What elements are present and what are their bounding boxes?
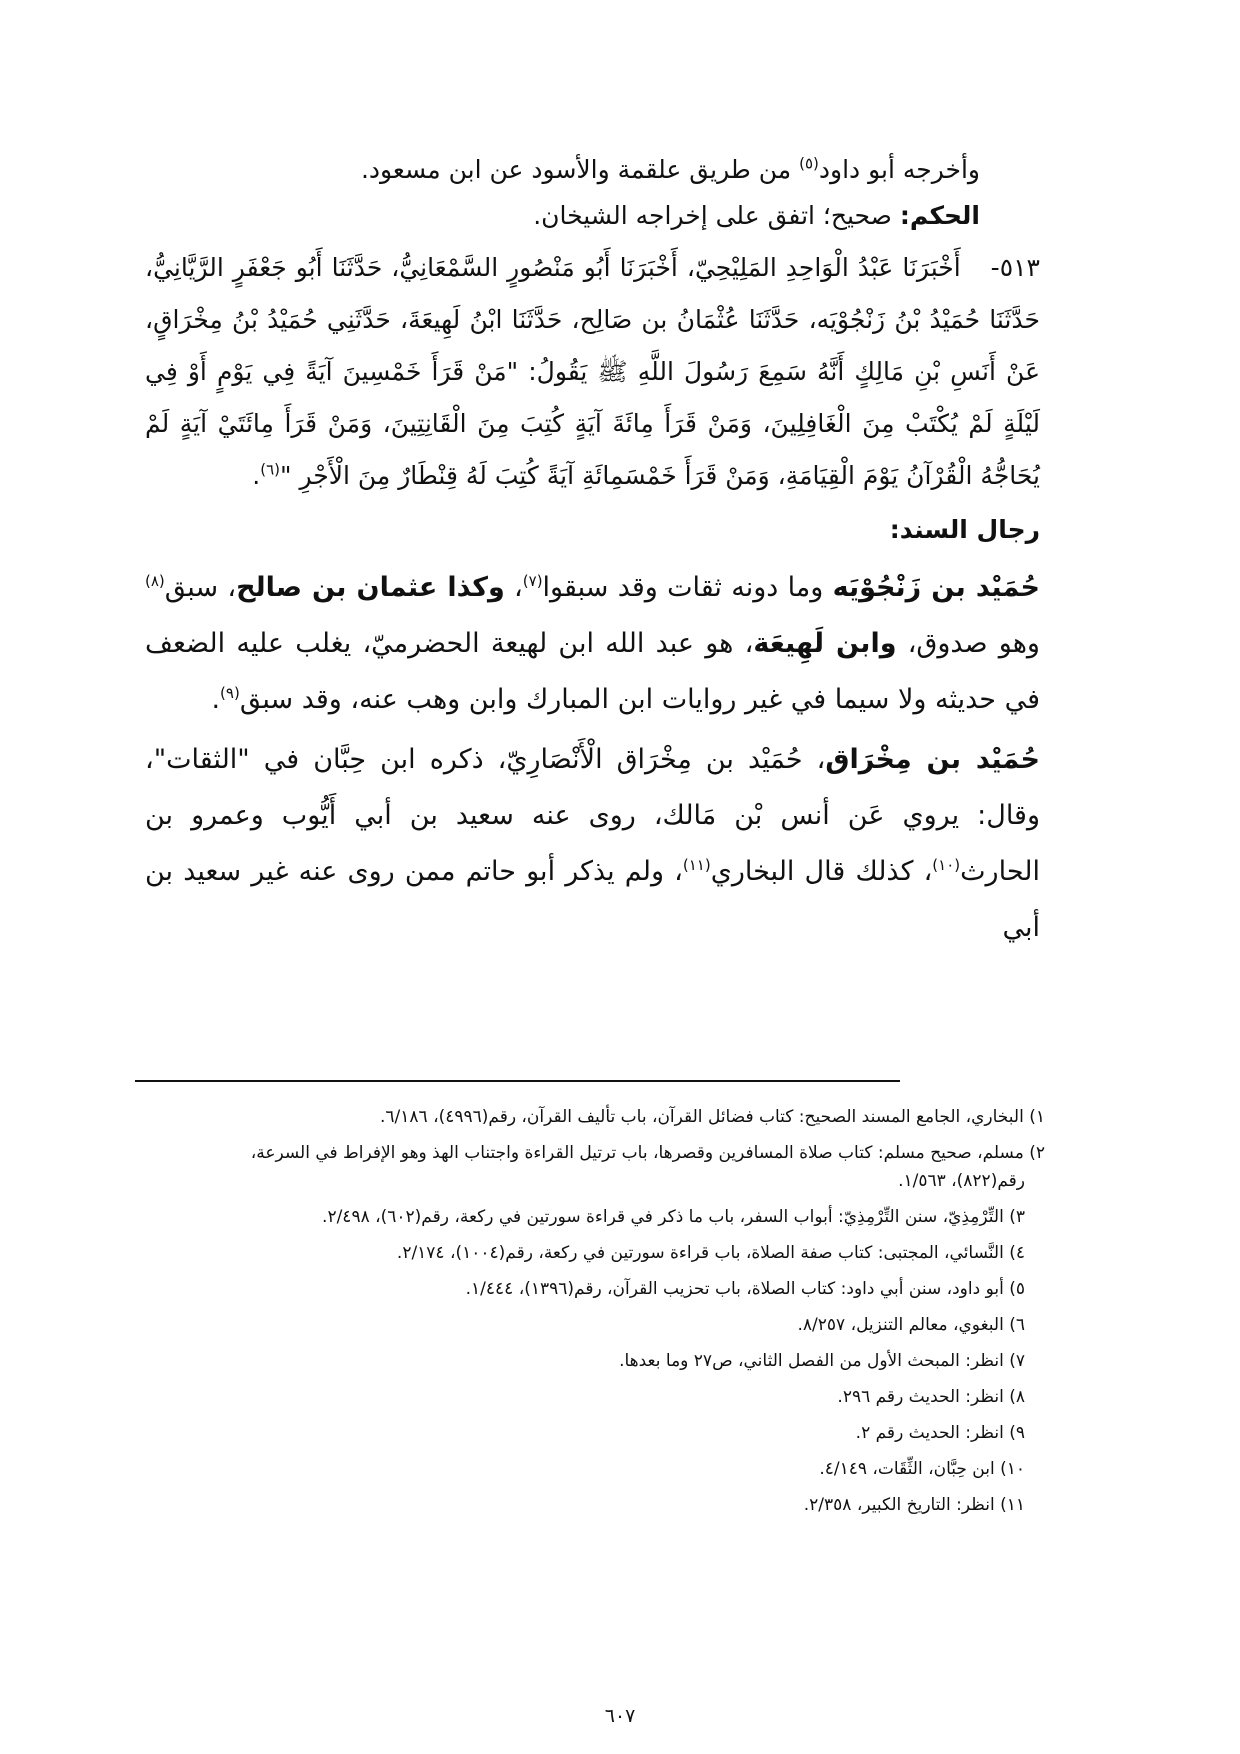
p1-text-2: ، xyxy=(504,572,523,603)
hadith-body: أَخْبَرَنَا عَبْدُ الْوَاحِدِ المَلِيْحِيّ، أَخْبَرَنَا أَبُو مَنْصُورٍ السَّمْعَانِيُّ، حَدَّثَنَا أَبُو جَعْفَرٍ الرَّيَّانِيُّ، حَدَّثَنَا حُمَيْدُ بْنُ زَنْجُوْيَه، حَدَّثَنَا عُثْمَانُ بن صَالِح، حَدَّثَنَا ابْنُ لَهِيعَةَ، حَدَّثَنِي حُمَيْدُ بْنُ مِخْرَاقٍ، عَنْ أَنَسِ بْنِ مَالِكٍ أَنَّهُ سَمِعَ رَسُولَ اللَّهِ ﷺ يَقُولُ: "مَنْ قَرَأَ خَمْسِينَ آيَةً فِي يَوْمٍ أَوْ فِي لَيْلَةٍ لَمْ يُكْتَبْ مِنَ الْغَافِلِينَ، وَمَنْ قَرَأَ مِائَةَ آيَةٍ كُتِبَ مِنَ الْقَانِتِينَ، وَمَنْ قَرَأَ مِائَتَيْ آيَةٍ لَمْ يُحَاجُّهُ الْقُرْآنُ يَوْمَ الْقِيَامَةِ، وَمَنْ قَرَأَ خَمْسَمِائَةِ آيَةً كُتِبَ لَهُ قِنْطَارٌ مِنَ الْأَجْرِ " xyxy=(145,253,1040,490)
narrator-name-3: وابن لَهِيعَة xyxy=(753,628,897,659)
footnote-text: ٤) النَّسائي، المجتبى: كتاب صفة الصلاة، باب قراءة سورتين في ركعة، رقم(١٠٠٤)، ٢/١٧٤. xyxy=(396,1243,1025,1263)
p1-text-3: ، سبق xyxy=(164,572,237,603)
p1-text-6: . xyxy=(211,684,221,715)
p1-text-1: وما دونه ثقات وقد سبقوا xyxy=(542,572,833,603)
footnote-item xyxy=(145,1142,1045,1192)
footnote-text: ٣) التِّرْمِذِيّ، سنن التِّرْمِذِيّ: أبواب السفر، باب ما ذكر في قراءة سورتين في ركعة، رقم(٦٠٢)، ٢/٤٩٨. xyxy=(322,1207,1025,1227)
hadith-end: . xyxy=(252,461,261,490)
footnote-text: ٨) انظر: الحديث رقم ٢٩٦. xyxy=(837,1387,1025,1407)
footnote-item xyxy=(145,1242,1045,1264)
footnote-item xyxy=(145,1350,1045,1372)
p2-text-1: ، حُمَيْد بن مِخْرَاق الْأَنْصَارِيّ، ذكره ابن حِبَّان في "الثقات"، وقال: يروي عَن أنس بْن مَالك، روى عنه سعيد بن أبي أَيُّوب وعمرو بن الحارث xyxy=(145,744,1040,887)
footnote-item xyxy=(145,1278,1045,1300)
line1-text: وأخرجه أبو داود xyxy=(818,155,980,184)
narrator-name-1: حُمَيْد بن زَنْجُوْيَه xyxy=(832,572,1041,603)
footnote-ref-9[interactable]: (٩) xyxy=(220,684,240,702)
footnote-text: ١) البخاري، الجامع المسند الصحيح: كتاب فضائل القرآن، باب تأليف القرآن، رقم(٤٩٩٦)، ٦/١٨٦. xyxy=(380,1107,1045,1127)
footnote-item xyxy=(145,1494,1045,1516)
footnote-item xyxy=(145,1314,1045,1336)
paragraph-narrators-1 xyxy=(145,560,1040,728)
text-line-abudawud xyxy=(145,150,1040,190)
footnotes xyxy=(145,1106,1045,1530)
footnote-item xyxy=(145,1206,1045,1228)
p2-text-2: ، كذلك قال البخاري xyxy=(710,856,933,887)
main-text xyxy=(145,150,1040,956)
footnote-item xyxy=(145,1386,1045,1408)
section-title: رجال السند: xyxy=(889,515,1040,544)
paragraph-narrators-2 xyxy=(145,732,1040,956)
page-number: ٦٠٧ xyxy=(604,1705,636,1727)
hadith-number: ٥١٣- xyxy=(990,253,1040,282)
footnote-text: ٩) انظر: الحديث رقم ٢. xyxy=(855,1423,1025,1443)
narrator-name-4: حُمَيْد بن مِخْرَاق xyxy=(825,744,1040,775)
footnote-ref-10[interactable]: (١٠) xyxy=(932,856,961,874)
footnote-text: ١٠) ابن حِبَّان، الثِّقَات، ٤/١٤٩. xyxy=(819,1459,1025,1479)
footnote-ref-11[interactable]: (١١) xyxy=(682,856,711,874)
footnote-text: ٢) مسلم، صحيح مسلم: كتاب صلاة المسافرين وقصرها، باب ترتيل القراءة واجتناب الهذ وهو الإفراط في السرعة، xyxy=(250,1143,1045,1163)
narrator-name-2: وكذا عثمان بن صالح xyxy=(236,572,505,603)
footnote-text: ٥) أبو داود، سنن أبي داود: كتاب الصلاة، باب تحزيب القرآن، رقم(١٣٩٦)، ١/٤٤٤. xyxy=(465,1279,1025,1299)
footnote-ref-7[interactable]: (٧) xyxy=(522,572,543,590)
hadith-text xyxy=(145,242,1040,502)
p2-text-3: ، ولم يذكر أبو حاتم ممن روى عنه غير سعيد بن أبي xyxy=(145,856,1040,943)
p1-text-5: ، هو عبد الله ابن لهيعة الحضرميّ، يغلب عليه الضعف في حديثه ولا سيما في غير روايات ابن المبارك وابن وهب عنه، وقد سبق xyxy=(145,628,1040,715)
footnote-item xyxy=(145,1422,1045,1444)
ruling-text: صحيح؛ اتفق على إخراجه الشيخان. xyxy=(533,201,900,230)
footnote-text: ١١) انظر: التاريخ الكبير، ٢/٣٥٨. xyxy=(803,1495,1025,1515)
footnote-text: ٦) البغوي، معالم التنزيل، ٨/٢٥٧. xyxy=(797,1315,1025,1335)
ruling-label: الحكم: xyxy=(899,201,980,230)
footnote-ref-8[interactable]: (٨) xyxy=(145,572,165,590)
footnote-continuation: رقم(٨٢٢)، ١/٥٦٣. xyxy=(898,1171,1025,1191)
line1-text-end: من طريق علقمة والأسود عن ابن مسعود. xyxy=(360,155,800,184)
footnote-ref-6[interactable]: (٦) xyxy=(260,460,280,479)
footnote-ref-5[interactable]: (٥) xyxy=(799,154,819,173)
footnote-text: ٧) انظر: المبحث الأول من الفصل الثاني، ص٢٧ وما بعدها. xyxy=(619,1351,1025,1371)
p1-text-4: وهو صدوق، xyxy=(896,628,1040,659)
ruling-line xyxy=(145,196,1040,236)
footnote-item xyxy=(145,1458,1045,1480)
footnote-divider xyxy=(135,1080,900,1082)
footnote-item xyxy=(145,1106,1045,1128)
